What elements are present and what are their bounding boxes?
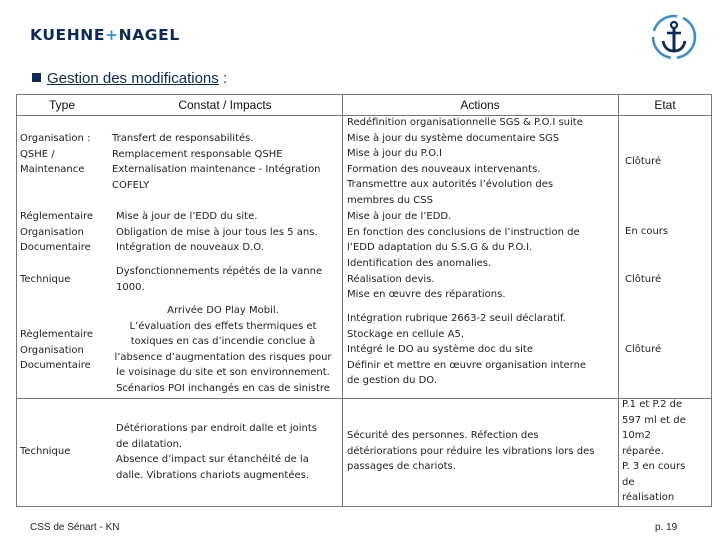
row-2-type: Réglementaire Organisation Documentaire	[20, 211, 94, 253]
row-3-etat: Clôturé	[625, 274, 662, 285]
row-5-constat: Détériorations par endroit dalle et joints de dilatation. Absence d’impact sur étanchéité de la dalle. Vibrations chariots augmentées.	[116, 423, 317, 481]
row-4-constat: Arrivée DO Play Mobil. L’évaluation des effets thermiques et toxiques en cas d’incendie conclue à l’absence d’augmentation des risques pour le voisinage du site et son environnement. Scénarios POI inchangés en cas de sinistre	[114, 305, 332, 394]
column-border	[16, 94, 17, 506]
header-etat: Etat	[654, 98, 676, 112]
row-4-etat: Clôturé	[625, 344, 662, 355]
header-actions: Actions	[460, 98, 500, 112]
footer-label: CSS de Sénart - KN	[30, 522, 120, 533]
row-5-actions: Sécurité des personnes. Réfection des détériorations pour réduire les vibrations lors des passages de chariots.	[347, 430, 595, 472]
section-title-text: Gestion des modifications	[47, 70, 219, 87]
kuehne-nagel-logo	[30, 26, 180, 44]
row-5-etat: P.1 et P.2 de 597 ml et de 10m2 réparée. P. 3 en cours de réalisation	[622, 399, 686, 503]
row-2-etat: En cours	[625, 226, 669, 237]
row-4-type: Règlementaire Organisation Documentaire	[20, 329, 94, 371]
logo-word-left: KUEHNE	[30, 26, 106, 44]
square-bullet-icon	[32, 73, 41, 82]
row-1-etat: Clôturé	[625, 156, 662, 167]
page-number: p. 19	[655, 522, 678, 533]
column-border	[711, 94, 712, 506]
section-title	[32, 70, 227, 87]
row-divider	[16, 398, 712, 399]
row-4-actions: Intégration rubrique 2663-2 seuil déclaratif. Stockage en cellule A5. Intégré le DO au système doc du site Définir et mettre en œuvre organisation interne de gestion du DO.	[347, 313, 587, 386]
row-1-actions: Redéfinition organisationnelle SGS & P.O.I suite Mise à jour du système documentaire SGS Mise à jour du P.O.I Formation des nouveaux intervenants. Transmettre aux autorités l’évolution des membres du CSS	[347, 117, 583, 206]
row-1-type: Organisation : QSHE / Maintenance	[20, 133, 91, 175]
row-5-type: Technique	[20, 446, 71, 457]
row-1-constat: Transfert de responsabilités. Remplacement responsable QSHE Externalisation maintenance - Intégration COFELY	[112, 133, 321, 191]
table-bottom-border	[16, 506, 712, 507]
row-2-actions: Mise à jour de l’EDD. En fonction des conclusions de l’instruction de l’EDD adaptation du S.S.G & du P.O.I.	[347, 211, 580, 253]
logo-plus: +	[105, 26, 119, 44]
logo-word-right: NAGEL	[118, 26, 180, 44]
header-constat: Constat / Impacts	[178, 98, 272, 112]
row-3-constat: Dysfonctionnements répétés de la vanne 1000.	[116, 266, 323, 293]
column-border	[618, 94, 619, 506]
section-title-colon: :	[222, 70, 228, 87]
row-3-type: Technique	[20, 274, 71, 285]
column-border	[342, 94, 343, 506]
anchor-logo-icon	[651, 14, 697, 60]
row-3-actions: Identification des anomalies. Réalisation devis. Mise en œuvre des réparations.	[347, 258, 506, 300]
table-top-border	[16, 94, 712, 95]
row-2-constat: Mise à jour de l’EDD du site. Obligation de mise à jour tous les 5 ans. Intégration de nouveaux D.O.	[116, 211, 318, 253]
header-type: Type	[48, 98, 75, 112]
